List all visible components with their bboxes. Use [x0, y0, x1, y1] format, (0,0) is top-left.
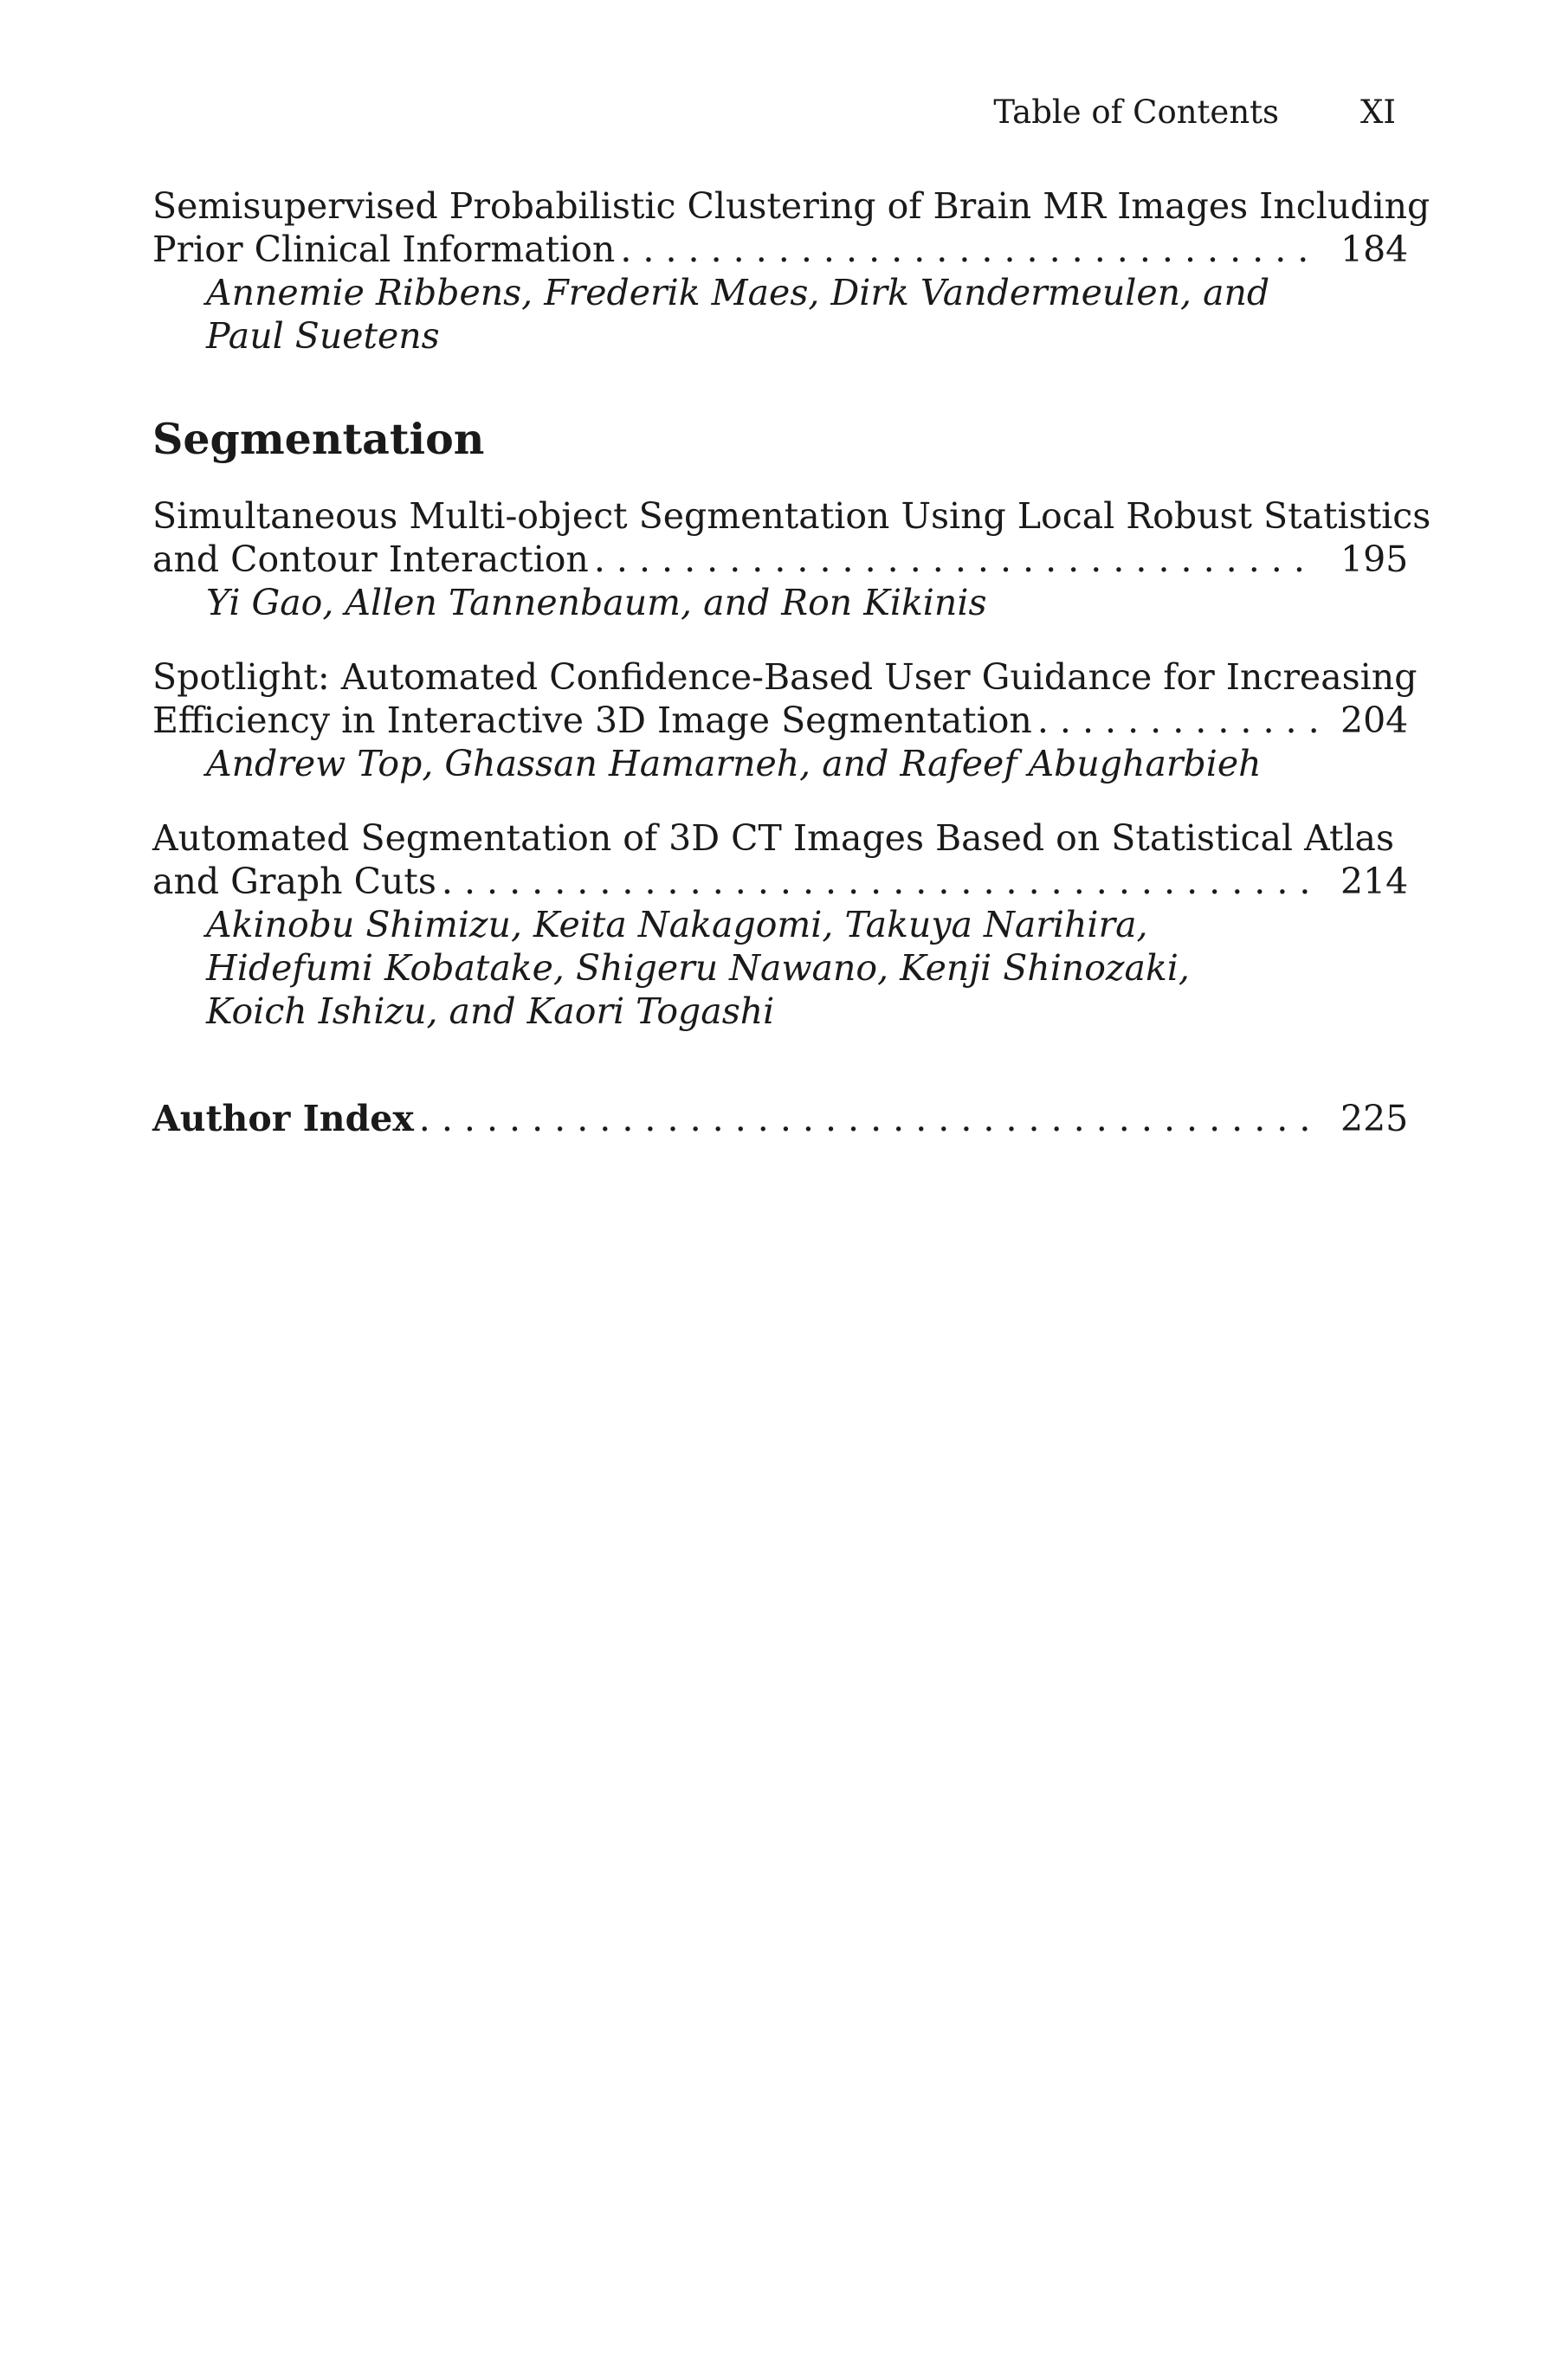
entry-title-line: Spotlight: Automated Confidence-Based User Guidance for Increasing — [152, 656, 1418, 698]
dot-leader — [620, 228, 1316, 271]
entry-page-number: 184 — [1340, 229, 1409, 270]
toc-entry[interactable] — [152, 494, 1431, 624]
entry-authors: Yi Gao, Allen Tannenbaum, and Ron Kikinis — [206, 582, 987, 623]
toc-entry[interactable] — [152, 655, 1418, 785]
running-header — [152, 94, 1396, 137]
entry-authors: Paul Suetens — [206, 315, 440, 357]
entry-title-line: Semisupervised Probabilistic Clustering of Brain MR Images Including — [152, 185, 1431, 227]
entry-title-last-line — [152, 228, 1409, 271]
entry-authors: Koich Ishizu, and Kaori Togashi — [206, 990, 775, 1032]
entry-title-line: and Graph Cuts — [152, 861, 436, 902]
author-index-entry[interactable] — [152, 1097, 1409, 1140]
entry-page-number: 204 — [1340, 700, 1409, 741]
author-index-page-number: 225 — [1340, 1098, 1409, 1139]
entry-authors: Akinobu Shimizu, Keita Nakagomi, Takuya Narihira, — [206, 904, 1148, 945]
running-header-title: Table of Contents — [993, 94, 1279, 131]
entry-title-line: and Contour Interaction — [152, 539, 589, 580]
entry-title-line: Efficiency in Interactive 3D Image Segmentation — [152, 700, 1032, 741]
dot-leader — [419, 1097, 1316, 1140]
entry-authors: Hidefumi Kobatake, Shigeru Nawano, Kenji Shinozaki, — [206, 947, 1190, 989]
entry-title-line: Prior Clinical Information — [152, 229, 616, 270]
entry-title-last-line — [152, 699, 1409, 742]
dot-leader — [1037, 699, 1316, 742]
toc-entry[interactable] — [152, 184, 1431, 358]
entry-title-line: Simultaneous Multi-object Segmentation Using Local Robust Statistics — [152, 495, 1431, 537]
dot-leader — [442, 860, 1316, 903]
entry-title-last-line — [152, 538, 1409, 581]
page-number: XI — [1360, 94, 1396, 131]
entry-authors: Andrew Top, Ghassan Hamarneh, and Rafeef Abugharbieh — [206, 743, 1262, 784]
entry-authors: Annemie Ribbens, Frederik Maes, Dirk Vandermeulen, and — [206, 272, 1270, 313]
entry-title-line: Automated Segmentation of 3D CT Images Based on Statistical Atlas — [152, 817, 1395, 859]
toc-entry[interactable] — [152, 816, 1409, 1033]
author-index-label: Author Index — [152, 1098, 414, 1139]
dot-leader — [594, 538, 1316, 581]
entry-page-number: 214 — [1340, 861, 1409, 902]
entry-page-number: 195 — [1340, 539, 1409, 580]
section-heading: Segmentation — [152, 414, 485, 464]
toc-content — [152, 184, 1431, 1140]
entry-title-last-line — [152, 860, 1409, 903]
